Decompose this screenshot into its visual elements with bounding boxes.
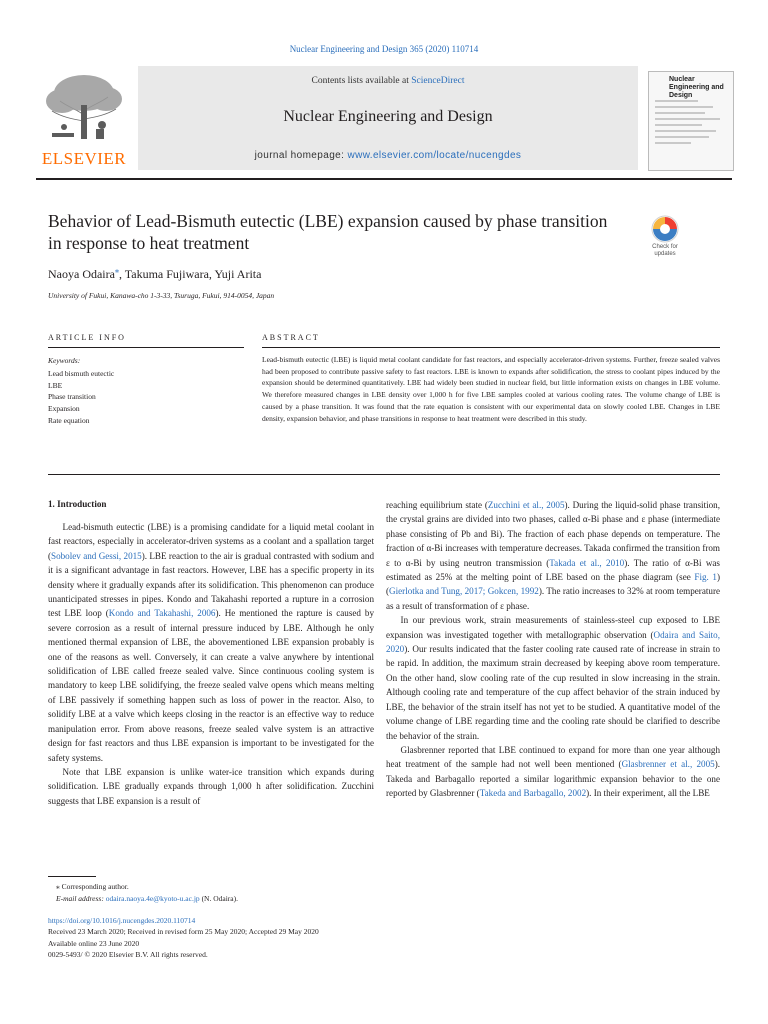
contents-prefix: Contents lists available at	[311, 76, 409, 86]
author-sep-2: ,	[208, 267, 215, 281]
elsevier-tree-icon	[42, 71, 126, 141]
publication-details	[48, 915, 319, 960]
abstract-heading: ABSTRACT	[262, 333, 320, 342]
abstract-bottom-rule	[48, 474, 720, 475]
crossmark-icon	[648, 214, 682, 244]
corresponding-footnote	[56, 881, 238, 904]
article-info-rule	[48, 347, 244, 348]
journal-banner	[138, 66, 638, 170]
email-label: E-mail address:	[56, 893, 104, 903]
author-1[interactable]: Naoya Odaira	[48, 267, 115, 281]
body-text: Lead-bismuth eutectic (LBE) is a promising candidate for a liquid metal coolant in fast reactors, especially in accelerator-driven systems as a coolant and a spallation target (	[48, 522, 374, 561]
body-paragraph	[386, 613, 720, 743]
journal-cover-thumbnail[interactable]	[648, 71, 734, 171]
received-dates: Received 23 March 2020; Received in revised form 25 May 2020; Accepted 29 May 2020	[48, 927, 319, 937]
body-text: ). Our results indicated that the faster cooling rate caused rate of increase in strain to be rapid. In addition, the maximum strain decreased by keeping above room temperature. On the other hand, slow cooling rate of the cup resulted in slow increasing in the strain. Although cooling rate and temperature of the cup affect behavior of the strain induced by LBE, the behavior of the strain itself has not yet to be studied. A quantitative model of the volume change of LBE regarding time and the cooling rate should be clarified to describe the behavior of the strain.	[386, 644, 720, 741]
article-info-heading: ARTICLE INFO	[48, 333, 126, 342]
cover-text-lines	[655, 100, 727, 148]
abstract-rule	[262, 347, 720, 348]
body-column-right	[386, 498, 720, 801]
body-text: ). LBE reaction to the air is gradual contrasted with sodium and it is a significant advantage in fast reactors. However, LBE has a specific property in its density where it gradually expands after its solidification. This phenomenon can produce unanticipated stresses in pipes. Kondo and Takahashi reported a rupture in a corrosion test LBE loop (	[48, 550, 374, 619]
section-heading-introduction: 1. Introduction	[48, 499, 107, 509]
homepage-prefix: journal homepage:	[254, 150, 345, 161]
author-3[interactable]: Yuji Arita	[214, 267, 262, 281]
keyword-item: LBE	[48, 380, 63, 390]
citation-link[interactable]: Kondo and Takahashi, 2006	[108, 608, 216, 619]
sciencedirect-link[interactable]: ScienceDirect	[411, 76, 465, 86]
footnote-rule	[48, 876, 96, 877]
corresponding-label: Corresponding author.	[61, 882, 129, 891]
journal-citation[interactable]: Nuclear Engineering and Design 365 (2020) 110714	[289, 44, 479, 54]
article-title: Behavior of Lead-Bismuth eutectic (LBE) expansion caused by phase transition in response to heat treatment	[48, 211, 608, 253]
body-text: Glasbrenner reported that LBE continued to expand for more than one year although heat treatment of the sample had not well been mentioned (	[386, 744, 720, 770]
cover-title: Nuclear Engineering and Design	[669, 76, 724, 99]
citation-link[interactable]: Odaira and Saito, 2020	[386, 629, 720, 655]
body-column-left	[48, 520, 374, 808]
citation-link[interactable]: Zucchini et al., 2005	[487, 500, 565, 510]
journal-masthead	[36, 66, 732, 170]
author-sep-1: ,	[118, 267, 125, 281]
body-paragraph	[386, 743, 720, 801]
body-text: ). The ratio increases to 32% at room temperature as a result of transformation of ε phase.	[386, 586, 721, 611]
author-email-link[interactable]: odaira.naoya.4e@kyoto-u.ac.jp	[105, 893, 200, 903]
publisher-wordmark: ELSEVIER	[41, 149, 127, 168]
author-list	[48, 266, 261, 282]
contents-line	[138, 76, 638, 86]
body-paragraph	[386, 498, 720, 613]
body-paragraph	[48, 765, 374, 808]
body-text: reaching equilibrium state (	[386, 500, 488, 510]
body-text: In our previous work, strain measurements of stainless-steel cup exposed to LBE expansion was investigated together with metallographic observation (	[386, 615, 720, 640]
body-text: ). He mentioned the rapture is caused by severe corrosion as a result of internal pressure induced by LBE. Although he only mentioned thermal expansion of LBE, the abovementioned LBE expansion probably is one of the reasons as well. Conversely, it can create a valve anywhere by intentional solidification of LBE called freeze sealed valve. Since continuous cooling system is mandatory to keep LBE solidifying, the freeze sealed valve opens which means melting of LBE passively if something happen such as loss of power in the reactor. Also, to solidify LBE at a valve which keeps closing in the reactor is an effective way to reduce manipulation error. From above reasons, freeze sealed valve system is an attractive design for fast reactors and thus LBE expansion is important to be investigated for the safety systems.	[48, 608, 374, 763]
footnote-mark: ⁎	[56, 882, 60, 891]
body-text: ) (	[386, 572, 720, 597]
citation-link[interactable]: Takeda and Barbagallo, 2002	[479, 788, 587, 799]
body-text: ). During the liquid-solid phase transition, the crystal grains are divided into two phases, called α-Bi phase and ε phase (intermediate phase consisting of Pb and Bi). The fraction of each phase depends on temperature. The fraction of α-Bi increases with temperature decreases. Takada confirmed the transition from ε to α-Bi by using neutron transmission (	[386, 500, 720, 568]
body-text: ). In their experiment, all the LBE	[586, 788, 710, 799]
citation-link[interactable]: Gierlotka and Tung, 2017; Gokcen, 1992	[389, 586, 539, 597]
body-text: Note that LBE expansion is unlike water-ice transition which expands during solidification. LBE gradually expands through 1,000 h after solidification. Zucchini suggests that LBE expansion is a result of	[48, 766, 374, 806]
email-suffix: (N. Odaira).	[201, 893, 239, 903]
crossmark-badge[interactable]	[648, 214, 682, 262]
citation-link[interactable]: Glasbrenner et al., 2005	[621, 759, 715, 770]
corresponding-mark[interactable]: ⁎	[114, 266, 119, 275]
crossmark-label: Check for updates	[652, 244, 678, 257]
body-paragraph	[48, 520, 374, 765]
elsevier-logo[interactable]	[36, 71, 132, 169]
author-2[interactable]: Takuma Fujiwara	[124, 267, 209, 281]
body-text: ). Takeda and Barbagallo reported a similar logarithmic expansion behavior to the one reported by Glasbrenner (	[386, 759, 720, 799]
homepage-link[interactable]: www.elsevier.com/locate/nucengdes	[347, 150, 522, 161]
copyright-line: 0029-5493/ © 2020 Elsevier B.V. All rights reserved.	[48, 949, 208, 959]
body-text: ). The ratio of α-Bi was estimated as 25% at the melting point of LBE based on the phase diagram (see	[386, 557, 720, 583]
citation-link[interactable]: Sobolev and Gessi, 2015	[51, 550, 142, 561]
keywords-label: Keywords:	[48, 356, 81, 365]
keyword-item: Lead bismuth eutectic	[48, 369, 115, 378]
keyword-item: Rate equation	[48, 415, 90, 425]
citation-link[interactable]: Fig. 1	[694, 572, 717, 583]
keyword-item: Expansion	[48, 404, 80, 414]
doi-link[interactable]: https://doi.org/10.1016/j.nucengdes.2020.110714	[48, 916, 196, 925]
author-affiliation: University of Fukui, Kanawa-cho 1-3-33, Tsuruga, Fukui, 914-0054, Japan	[48, 291, 275, 300]
keywords-list	[48, 368, 114, 427]
journal-title: Nuclear Engineering and Design	[283, 108, 493, 125]
citation-link[interactable]: Takada et al., 2010	[549, 557, 625, 568]
journal-homepage	[138, 150, 638, 161]
available-online: Available online 23 June 2020	[48, 938, 140, 948]
keyword-item: Phase transition	[48, 392, 96, 402]
masthead-rule	[36, 178, 732, 180]
abstract-text: Lead-bismuth eutectic (LBE) is liquid metal coolant candidate for fast reactors, and especially accelerator-driven systems. Further, freeze sealed valves had been proposed to contribute passive safety to fast reactors. LBE is known to expands after solidification, the stress to coolant pipes induced by the expansion should be determined quantitatively. LBE had widely been studied in nuclear field, but little information exists on changes in LBE volume. We therefore measured changes in LBE density over 1,000 h for five LBE samples cooled at various cooling rates. The volume change of LBE is caused by a phase transition. It was found that the rate equation is consistent with our experimental data on slowly cooled LBE. Changes in LBE density, expansion behavior, and phase transitions in response to heat treatment were described in this study.	[262, 355, 720, 423]
